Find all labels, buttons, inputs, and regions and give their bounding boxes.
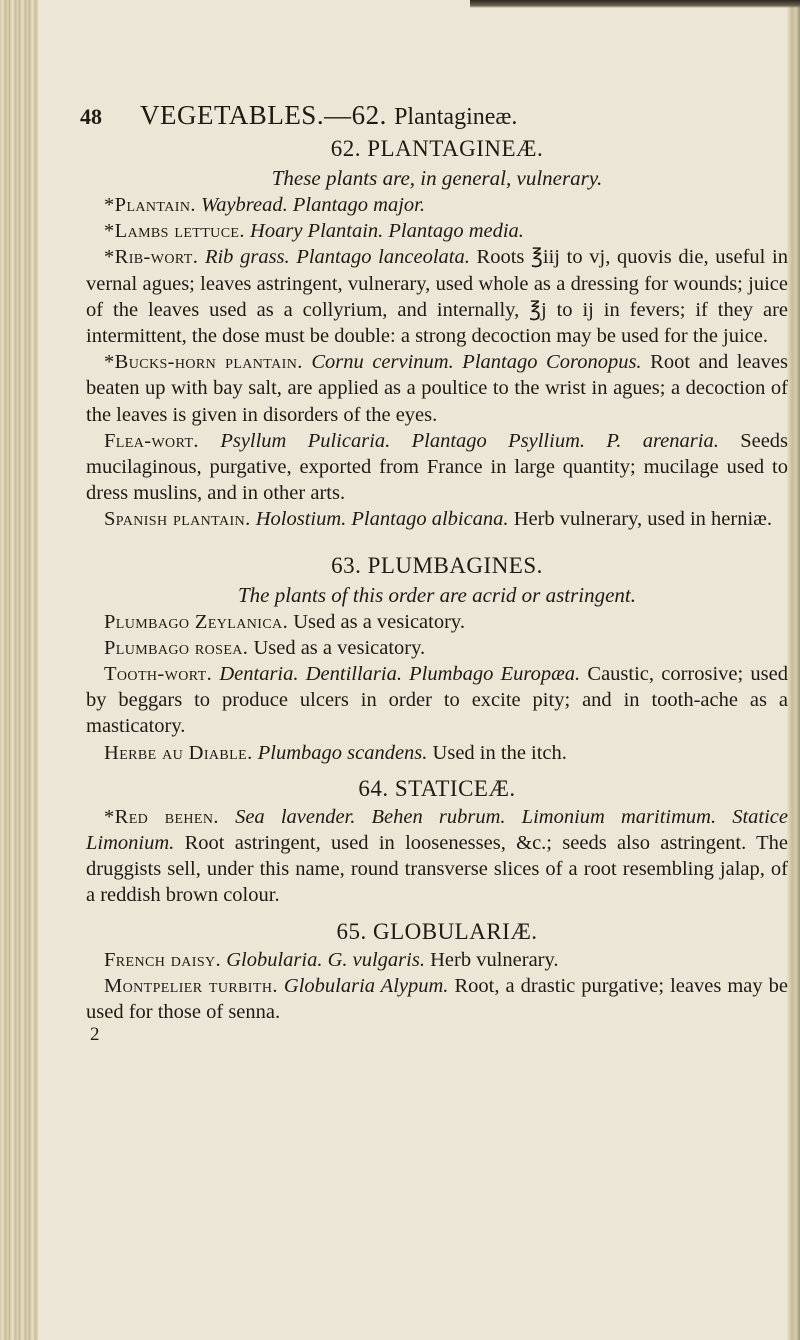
- section-heading: 63. PLUMBAGINES.: [331, 552, 543, 578]
- section-heading: 65. GLOBULARIÆ.: [336, 918, 538, 944]
- entry-name: Plumbago rosea.: [104, 636, 249, 659]
- entry-description: Roots ℥iij to vj, quovis die, useful in vernal agues; leaves astringent, vulnerary, used whole as a dressing for wounds; juice of the leaves used as a collyrium, and internally, ℥j to ij in fevers; if they are intermittent, the dose must be double: a strong decoction may be used for the juice.: [86, 246, 788, 348]
- entry-description: Root, a drastic purgative; leaves may be used for those of senna.: [86, 974, 788, 1024]
- entry-synonyms: Plumbago scandens.: [257, 741, 428, 764]
- entry-name: Montpelier turbith.: [104, 974, 278, 997]
- entry-name: *Rib-wort.: [104, 246, 199, 269]
- entry-name: Herbe au Diable.: [104, 741, 253, 764]
- entry-name: *Plantain.: [104, 194, 196, 216]
- entry-name: Tooth-wort.: [104, 663, 213, 686]
- entry-description: Root astringent, used in loosenesses, &c.; seeds also astringent. The druggists sell, under this name, round transverse slices of a root resembling jalap, of a reddish brown colour.: [86, 832, 789, 907]
- book-spine-edge: [0, 0, 38, 1340]
- entry-name: Spanish plantain.: [104, 508, 251, 531]
- running-title-main: VEGETABLES.—62.: [140, 100, 387, 130]
- page-number: 48: [80, 104, 102, 129]
- entry: [86, 635, 788, 661]
- entry-synonyms: Globularia. G. vulgaris.: [226, 948, 425, 971]
- entry-name: *Lambs lettuce.: [104, 220, 245, 243]
- entry-description: Root and leaves beaten up with bay salt, are applied as a poultice to the wrist in agues; a decoction of the leaves is given in disorders of the eyes.: [86, 351, 788, 426]
- entry-synonyms: Holostium. Plantago albicana.: [255, 508, 509, 531]
- book-page: [46, 0, 789, 1340]
- running-title-family: Plantagineæ.: [394, 104, 518, 130]
- entry-synonyms: Sea lavender. Behen rubrum. Limonium maritimum. Statice Limonium.: [86, 805, 788, 855]
- entry: [86, 349, 788, 428]
- section-heading: 64. STATICEÆ.: [358, 775, 516, 801]
- entry: [86, 740, 788, 766]
- entry-name: *Red behen.: [104, 805, 219, 828]
- entry-name: French daisy.: [104, 948, 222, 971]
- entry: [86, 192, 788, 218]
- section-heading: 62. PLANTAGINEÆ.: [330, 136, 544, 161]
- entry-description: Herb vulnerary, used in herniæ.: [513, 508, 772, 531]
- running-title: [140, 100, 517, 131]
- entry-name: *Bucks-horn plantain.: [104, 351, 303, 374]
- section-intro: These plants are, in general, vulnerary.: [271, 166, 603, 190]
- entry: [86, 218, 788, 244]
- entry-synonyms: Rib grass. Plantago lanceolata.: [204, 246, 470, 269]
- entry-synonyms: Cornu cervinum. Plantago Coronopus.: [311, 351, 642, 374]
- entry-synonyms: Hoary Plantain. Plantago media.: [250, 220, 524, 243]
- entry-synonyms: Globularia Alypum.: [283, 974, 449, 997]
- entry: [86, 973, 788, 1025]
- entry: [86, 506, 788, 532]
- signature-mark: 2: [90, 1024, 100, 1046]
- entry: [86, 947, 788, 973]
- entry: [86, 428, 788, 507]
- entry-synonyms: Psyllum Pulicaria. Plantago Psyllium. P. arenaria.: [220, 429, 719, 452]
- entry-description: Used in the itch.: [432, 741, 567, 764]
- entry: [86, 804, 788, 909]
- page-right-edge: [786, 0, 800, 1340]
- section-intro: The plants of this order are acrid or astringent.: [237, 582, 637, 607]
- page-body: [86, 130, 788, 1045]
- entry-description: Used as a vesicatory.: [293, 610, 465, 633]
- entry-description: Herb vulnerary.: [430, 948, 559, 971]
- entry-name: Plumbago Zeylanica.: [104, 610, 289, 633]
- entry-description: Used as a vesicatory.: [253, 636, 426, 659]
- entry-synonyms: Dentaria. Dentillaria. Plumbago Europæa.: [219, 663, 581, 686]
- entry-description: Seeds mucilaginous, purgative, exported from France in large quantity; mucilage used to dress muslins, and in other arts.: [86, 429, 789, 505]
- entry-name: Flea-wort.: [104, 429, 199, 452]
- entry: [86, 609, 788, 635]
- entry-synonyms: Waybread. Plantago major.: [201, 194, 425, 216]
- entry-description: Caustic, corrosive; used by beggars to produce ulcers in order to excite pity; and in tooth-ache as a masticatory.: [86, 663, 788, 738]
- entry: [86, 661, 788, 740]
- entry: [86, 244, 788, 349]
